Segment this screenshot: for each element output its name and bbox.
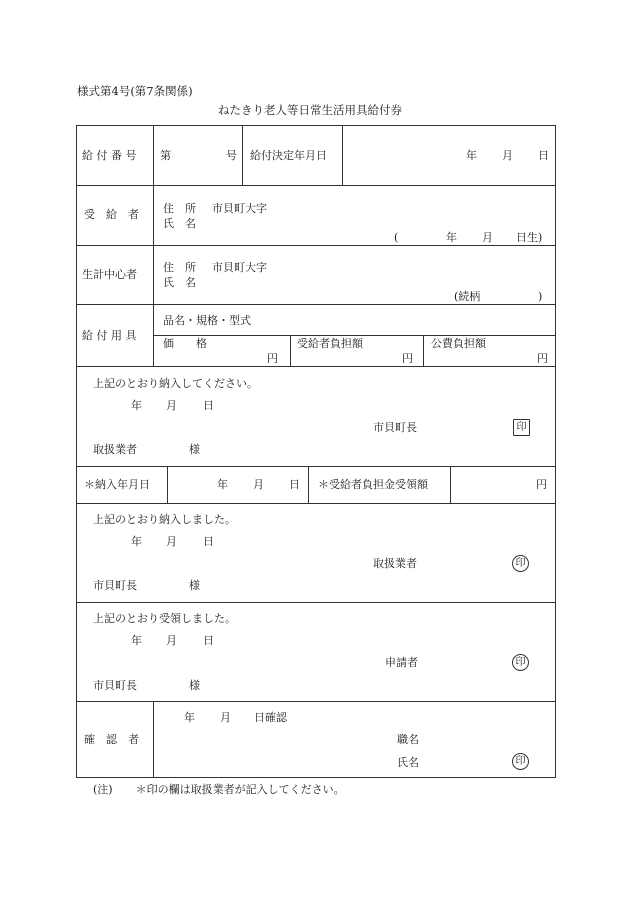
household-name-label: 氏 名 (163, 276, 196, 289)
relation-open: (続柄 (454, 290, 481, 303)
delivery-request-text: 上記のとおり納入してください。 (93, 377, 258, 390)
recipient-birth-month: 月 (482, 231, 493, 244)
seal-stamp-icon: 印 (513, 419, 530, 436)
confirm-year: 年 (184, 711, 195, 724)
confirmer-label: 確 認 者 (84, 733, 139, 746)
column-divider (153, 125, 154, 366)
delivery-date-label: ＊納入年月日 (84, 478, 150, 491)
received-mayor-label: 市貝町長 (93, 679, 137, 692)
delivered-date-month: 月 (166, 535, 177, 548)
seal-stamp-icon: 印 (512, 654, 529, 671)
seal-stamp-icon: 印 (512, 753, 529, 770)
delivery-date-year: 年 (217, 478, 228, 491)
row-divider (153, 335, 556, 336)
recipient-birth-year: 年 (446, 231, 457, 244)
decision-date-day: 日 (538, 149, 549, 162)
payment-received-yen: 円 (536, 478, 547, 491)
items-label: 給 付 用 具 (82, 329, 137, 342)
delivered-mayor-label: 市貝町長 (93, 579, 137, 592)
row-divider (76, 304, 556, 305)
received-mayor-sama: 様 (189, 679, 200, 692)
mayor-label: 市貝町長 (373, 421, 417, 434)
request-date-month: 月 (166, 399, 177, 412)
received-date-year: 年 (131, 634, 142, 647)
price-label: 価 格 (163, 337, 207, 350)
confirm-month: 月 (220, 711, 231, 724)
column-divider (242, 125, 243, 185)
recipient-label: 受 給 者 (84, 208, 139, 221)
payment-received-label: ＊受給者負担金受領額 (318, 478, 428, 491)
confirm-name-label: 氏名 (397, 756, 419, 769)
row-divider (76, 185, 556, 186)
recipient-share-label: 受給者負担額 (297, 337, 363, 350)
decision-date-month: 月 (502, 149, 513, 162)
item-spec-label: 品名・規格・型式 (163, 314, 251, 327)
confirm-day: 日確認 (254, 711, 287, 724)
column-divider (450, 466, 451, 503)
request-date-year: 年 (131, 399, 142, 412)
document-title: ねたきり老人等日常生活用具給付券 (218, 103, 402, 117)
price-yen: 円 (267, 352, 278, 365)
household-address-value: 市貝町大字 (212, 261, 267, 274)
recipient-birth-open: ( (394, 231, 399, 244)
column-divider (423, 335, 424, 366)
public-share-yen: 円 (537, 352, 548, 365)
delivered-date-day: 日 (203, 535, 214, 548)
delivered-text: 上記のとおり納入しました。 (93, 513, 236, 526)
footnote-prefix: (注) (93, 783, 113, 796)
row-divider (76, 466, 556, 467)
delivery-date-day: 日 (289, 478, 300, 491)
relation-close: ) (538, 290, 543, 303)
position-label: 職名 (397, 733, 419, 746)
decision-date-year: 年 (466, 149, 477, 162)
delivery-date-month: 月 (253, 478, 264, 491)
recipient-address-value: 市貝町大字 (212, 202, 267, 215)
row-divider (76, 503, 556, 504)
recipient-share-yen: 円 (402, 352, 413, 365)
benefit-number-prefix: 第 (160, 149, 171, 162)
benefit-number-suffix: 号 (226, 149, 237, 162)
row-divider (76, 602, 556, 603)
received-date-month: 月 (166, 634, 177, 647)
delivered-dealer-label: 取扱業者 (373, 557, 417, 570)
footnote-text: ＊印の欄は取扱業者が記入してください。 (135, 783, 345, 796)
recipient-name-label: 氏 名 (163, 217, 196, 230)
row-divider (76, 245, 556, 246)
delivered-date-year: 年 (131, 535, 142, 548)
column-divider (342, 125, 343, 185)
column-divider (290, 335, 291, 366)
dealer-label: 取扱業者 (93, 443, 137, 456)
household-head-label: 生計中心者 (82, 268, 137, 281)
column-divider (308, 466, 309, 503)
footnote (93, 784, 345, 795)
seal-stamp-icon: 印 (512, 555, 529, 572)
decision-date-label: 給付決定年月日 (250, 149, 327, 162)
delivered-mayor-sama: 様 (189, 579, 200, 592)
voucher-form-table (76, 125, 556, 778)
recipient-address-label: 住 所 (163, 202, 196, 215)
received-date-day: 日 (203, 634, 214, 647)
received-text: 上記のとおり受領しました。 (93, 612, 236, 625)
request-date-day: 日 (203, 399, 214, 412)
public-share-label: 公費負担額 (431, 337, 486, 350)
household-address-label: 住 所 (163, 261, 196, 274)
dealer-sama: 様 (189, 443, 200, 456)
row-divider (76, 366, 556, 367)
recipient-birth-close: 日生) (516, 231, 543, 244)
form-number: 様式第4号(第7条関係) (77, 84, 193, 98)
benefit-number-label: 給 付 番 号 (82, 149, 137, 162)
column-divider (167, 466, 168, 503)
row-divider (76, 701, 556, 702)
column-divider (153, 701, 154, 778)
applicant-label: 申請者 (385, 656, 418, 669)
